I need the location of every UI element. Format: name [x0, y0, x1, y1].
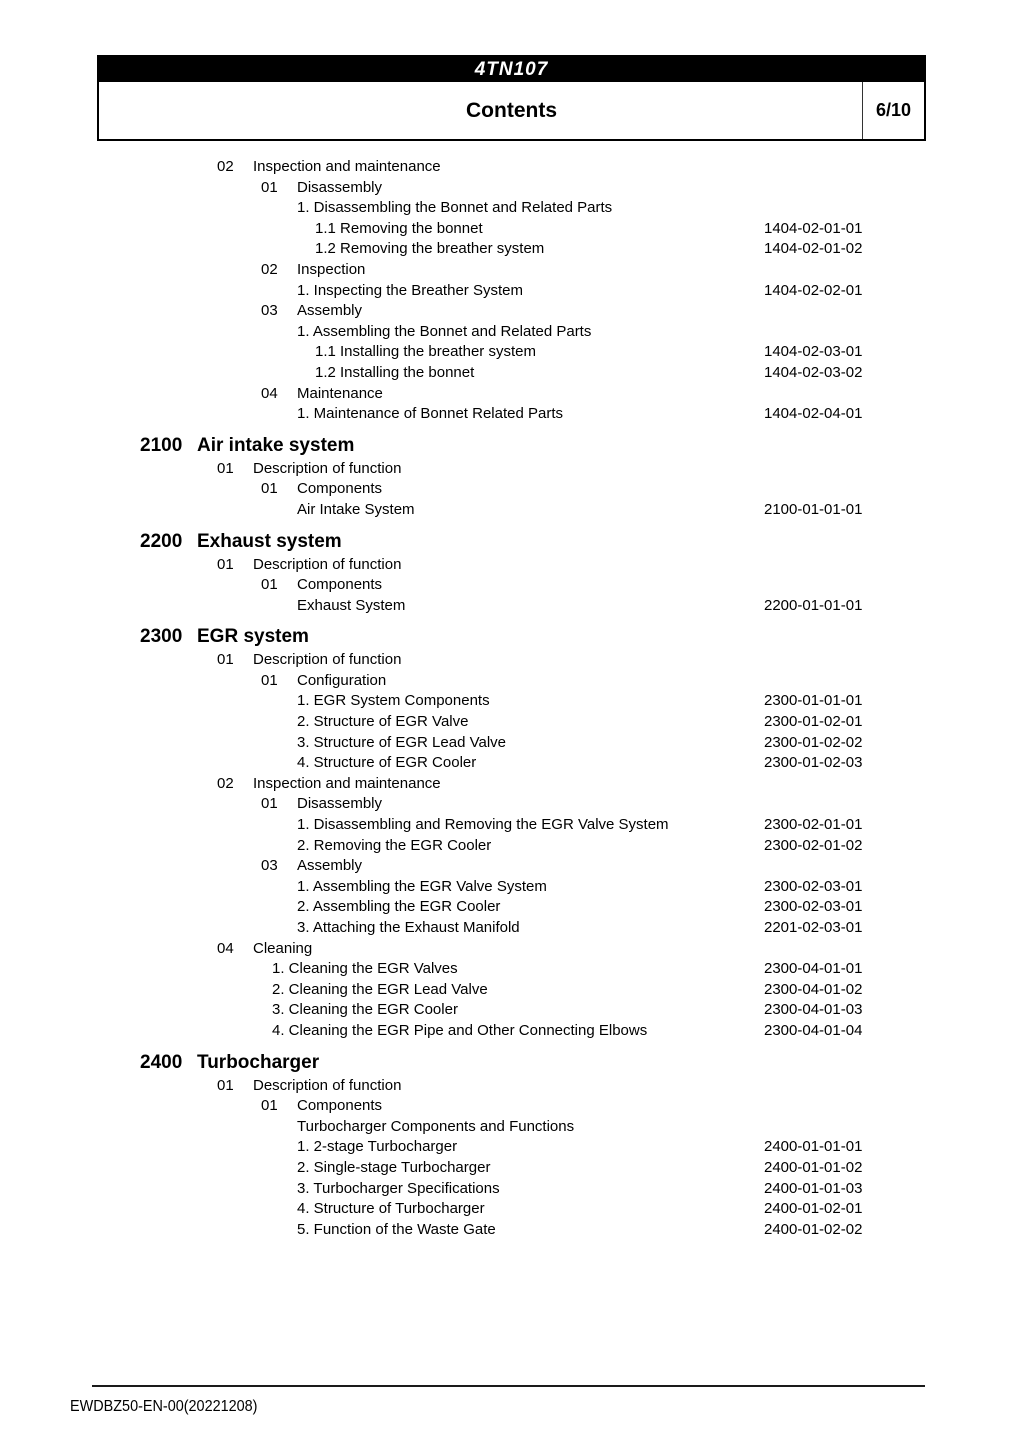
entry-title: 2. Cleaning the EGR Lead Valve [272, 980, 488, 998]
page-indicator-cell [862, 82, 924, 139]
toc-entry [0, 322, 1024, 343]
entry-title: Air intake system [197, 434, 355, 456]
toc-chapter-heading [0, 1049, 1024, 1076]
section-number: 01 [261, 178, 278, 196]
entry-title: 1. Disassembling the Bonnet and Related Parts [297, 199, 613, 217]
toc-entry [0, 239, 1024, 260]
page-header [97, 55, 926, 141]
toc-entry [0, 1179, 1024, 1200]
page-code: 1404-02-02-01 [764, 281, 863, 299]
entry-title: 3. Structure of EGR Lead Valve [297, 733, 506, 751]
toc-entry [0, 260, 1024, 281]
page-code: 1404-02-01-02 [764, 240, 863, 258]
toc-entry [0, 479, 1024, 500]
entry-title: 2. Assembling the EGR Cooler [297, 898, 501, 916]
entry-title: Inspection and maintenance [253, 158, 441, 175]
entry-title: Components [297, 1097, 383, 1115]
section-number: 03 [261, 857, 278, 875]
entry-title: 1.1 Removing the bonnet [315, 219, 483, 237]
toc-chapter-heading [0, 432, 1024, 459]
toc-entry [0, 555, 1024, 576]
toc-entry [0, 404, 1024, 425]
toc-entry [0, 1158, 1024, 1179]
entry-title: Turbocharger Components and Functions [297, 1117, 575, 1135]
page-code: 2201-02-03-01 [764, 919, 863, 936]
page-code: 2300-01-01-01 [764, 692, 863, 710]
section-number: 02 [261, 260, 278, 278]
toc-entry [0, 671, 1024, 692]
toc-entry [0, 774, 1024, 795]
toc-entry [0, 1199, 1024, 1220]
entry-title: 4. Structure of Turbocharger [297, 1200, 485, 1218]
entry-title: Air Intake System [297, 500, 415, 518]
section-number: 2200 [140, 530, 183, 552]
entry-title: 1. EGR System Components [297, 692, 490, 710]
entry-title: Inspection [297, 260, 366, 278]
toc-entry [0, 596, 1024, 617]
toc-entry [0, 1076, 1024, 1097]
page-code: 2300-02-03-01 [764, 898, 863, 916]
toc-entry [0, 897, 1024, 918]
entry-title: 3. Turbocharger Specifications [297, 1179, 500, 1197]
page-code: 2200-01-01-01 [764, 596, 863, 614]
page-code: 2300-02-01-01 [764, 816, 863, 834]
entry-title: Assembly [297, 857, 363, 875]
page-code: 2300-04-01-02 [764, 980, 863, 998]
page-code: 2300-01-02-02 [764, 733, 863, 751]
page-code: 2300-01-02-01 [764, 713, 863, 731]
entry-title: Disassembly [297, 178, 383, 196]
page-code: 2400-01-02-01 [764, 1200, 863, 1218]
toc-entry [0, 219, 1024, 240]
toc-entry [0, 1137, 1024, 1158]
toc-entry [0, 733, 1024, 754]
entry-title: Description of function [253, 459, 402, 477]
entry-title: 1. Inspecting the Breather System [297, 281, 523, 299]
toc-entry [0, 575, 1024, 596]
toc-entry [0, 856, 1024, 877]
section-number: 01 [217, 555, 234, 573]
entry-title: Assembly [297, 302, 363, 320]
model-name: 4TN107 [474, 59, 549, 80]
toc-entry [0, 198, 1024, 219]
toc-entry [0, 753, 1024, 774]
footer-divider [92, 1385, 925, 1387]
section-number: 01 [217, 651, 234, 669]
page-code: 1404-02-04-01 [764, 405, 863, 423]
section-number: 03 [261, 302, 278, 320]
toc-entry [0, 1220, 1024, 1241]
toc-entry [0, 691, 1024, 712]
entry-title: Components [297, 480, 383, 498]
section-number: 2300 [140, 626, 183, 648]
entry-title: Configuration [297, 671, 387, 689]
entry-title: Exhaust system [197, 530, 342, 552]
entry-title: 3. Attaching the Exhaust Manifold [297, 919, 520, 936]
entry-title: EGR system [197, 626, 309, 648]
entry-title: Cleaning [253, 939, 313, 957]
toc-entry [0, 1096, 1024, 1117]
page-code: 1404-02-03-01 [764, 343, 863, 361]
entry-title: 1. Disassembling and Removing the EGR Valve System [297, 816, 669, 834]
entry-title: Inspection and maintenance [253, 774, 441, 792]
section-number: 01 [261, 671, 278, 689]
entry-title: Maintenance [297, 384, 383, 402]
entry-title: Components [297, 576, 383, 594]
entry-title: 2. Removing the EGR Cooler [297, 836, 492, 854]
section-number: 2400 [140, 1051, 183, 1073]
model-banner [99, 57, 924, 82]
section-number: 04 [261, 384, 278, 402]
document-code: EWDBZ50-EN-00(20221208) [70, 1398, 258, 1415]
toc-entry [0, 301, 1024, 322]
toc-entry [0, 712, 1024, 733]
page-code: 2300-04-01-01 [764, 960, 863, 978]
entry-title: Description of function [253, 555, 402, 573]
entry-title: 1. 2-stage Turbocharger [297, 1138, 458, 1156]
toc-entry [0, 363, 1024, 384]
toc-entry [0, 815, 1024, 836]
toc-entry [0, 794, 1024, 815]
toc-entry [0, 1000, 1024, 1021]
section-number: 01 [261, 795, 278, 813]
entry-title: 1.1 Installing the breather system [315, 343, 536, 361]
section-number: 01 [261, 1097, 278, 1115]
entry-title: Description of function [253, 1076, 402, 1094]
toc-entry [0, 1117, 1024, 1138]
toc-entry [0, 877, 1024, 898]
entry-title: Disassembly [297, 795, 383, 813]
section-number: 2100 [140, 434, 183, 456]
toc-entry [0, 459, 1024, 480]
toc-entry [0, 959, 1024, 980]
entry-title: Turbocharger [197, 1051, 320, 1073]
toc-entry [0, 157, 1024, 178]
entry-title: Exhaust System [297, 596, 406, 614]
entry-title: 1. Assembling the EGR Valve System [297, 877, 547, 895]
toc-entry [0, 939, 1024, 960]
toc-entry [0, 836, 1024, 857]
page-code: 1404-02-03-02 [764, 363, 863, 381]
page-code: 2300-04-01-04 [764, 1021, 863, 1039]
entry-title: 2. Structure of EGR Valve [297, 713, 469, 731]
entry-title: 1.2 Installing the bonnet [315, 363, 475, 381]
toc-entry [0, 918, 1024, 939]
toc-entry [0, 281, 1024, 302]
entry-title: 4. Cleaning the EGR Pipe and Other Connecting Elbows [272, 1021, 648, 1039]
toc-chapter-heading [0, 623, 1024, 650]
page-code: 2400-01-01-02 [764, 1158, 863, 1176]
page-code: 2300-02-01-02 [764, 836, 863, 854]
section-number: 02 [217, 774, 234, 792]
toc-entry [0, 650, 1024, 671]
entry-title: 1.2 Removing the breather system [315, 240, 545, 258]
section-number: 01 [217, 1076, 234, 1094]
entry-title: 4. Structure of EGR Cooler [297, 754, 477, 772]
page-code: 1404-02-01-01 [764, 219, 863, 237]
page-code: 2400-01-01-03 [764, 1179, 863, 1197]
page-code: 2300-01-02-03 [764, 754, 863, 772]
toc-entry [0, 384, 1024, 405]
toc-entry [0, 500, 1024, 521]
section-number: 01 [261, 576, 278, 594]
page-code: 2300-02-03-01 [764, 877, 863, 895]
entry-title: 1. Cleaning the EGR Valves [272, 960, 458, 978]
toc-entry [0, 178, 1024, 199]
section-number: 01 [261, 480, 278, 498]
contents-title-row [99, 82, 924, 139]
toc-chapter-heading [0, 528, 1024, 555]
toc [0, 157, 1024, 1240]
entry-title: 1. Maintenance of Bonnet Related Parts [297, 405, 564, 423]
section-number: 04 [217, 939, 234, 957]
entry-title: 5. Function of the Waste Gate [297, 1220, 496, 1238]
page-code: 2300-04-01-03 [764, 1001, 863, 1019]
entry-title: 1. Assembling the Bonnet and Related Parts [297, 322, 592, 340]
page-title: Contents [466, 98, 557, 122]
toc-entry [0, 1021, 1024, 1042]
entry-title: 3. Cleaning the EGR Cooler [272, 1001, 458, 1019]
page-indicator: 6/10 [875, 100, 912, 120]
page-code: 2100-01-01-01 [764, 500, 863, 518]
section-number: 02 [217, 158, 234, 175]
toc-entry [0, 980, 1024, 1001]
entry-title: 2. Single-stage Turbocharger [297, 1158, 491, 1176]
page-code: 2400-01-02-02 [764, 1220, 863, 1238]
page-code: 2400-01-01-01 [764, 1138, 863, 1156]
entry-title: Description of function [253, 651, 402, 669]
toc-entry [0, 342, 1024, 363]
section-number: 01 [217, 459, 234, 477]
